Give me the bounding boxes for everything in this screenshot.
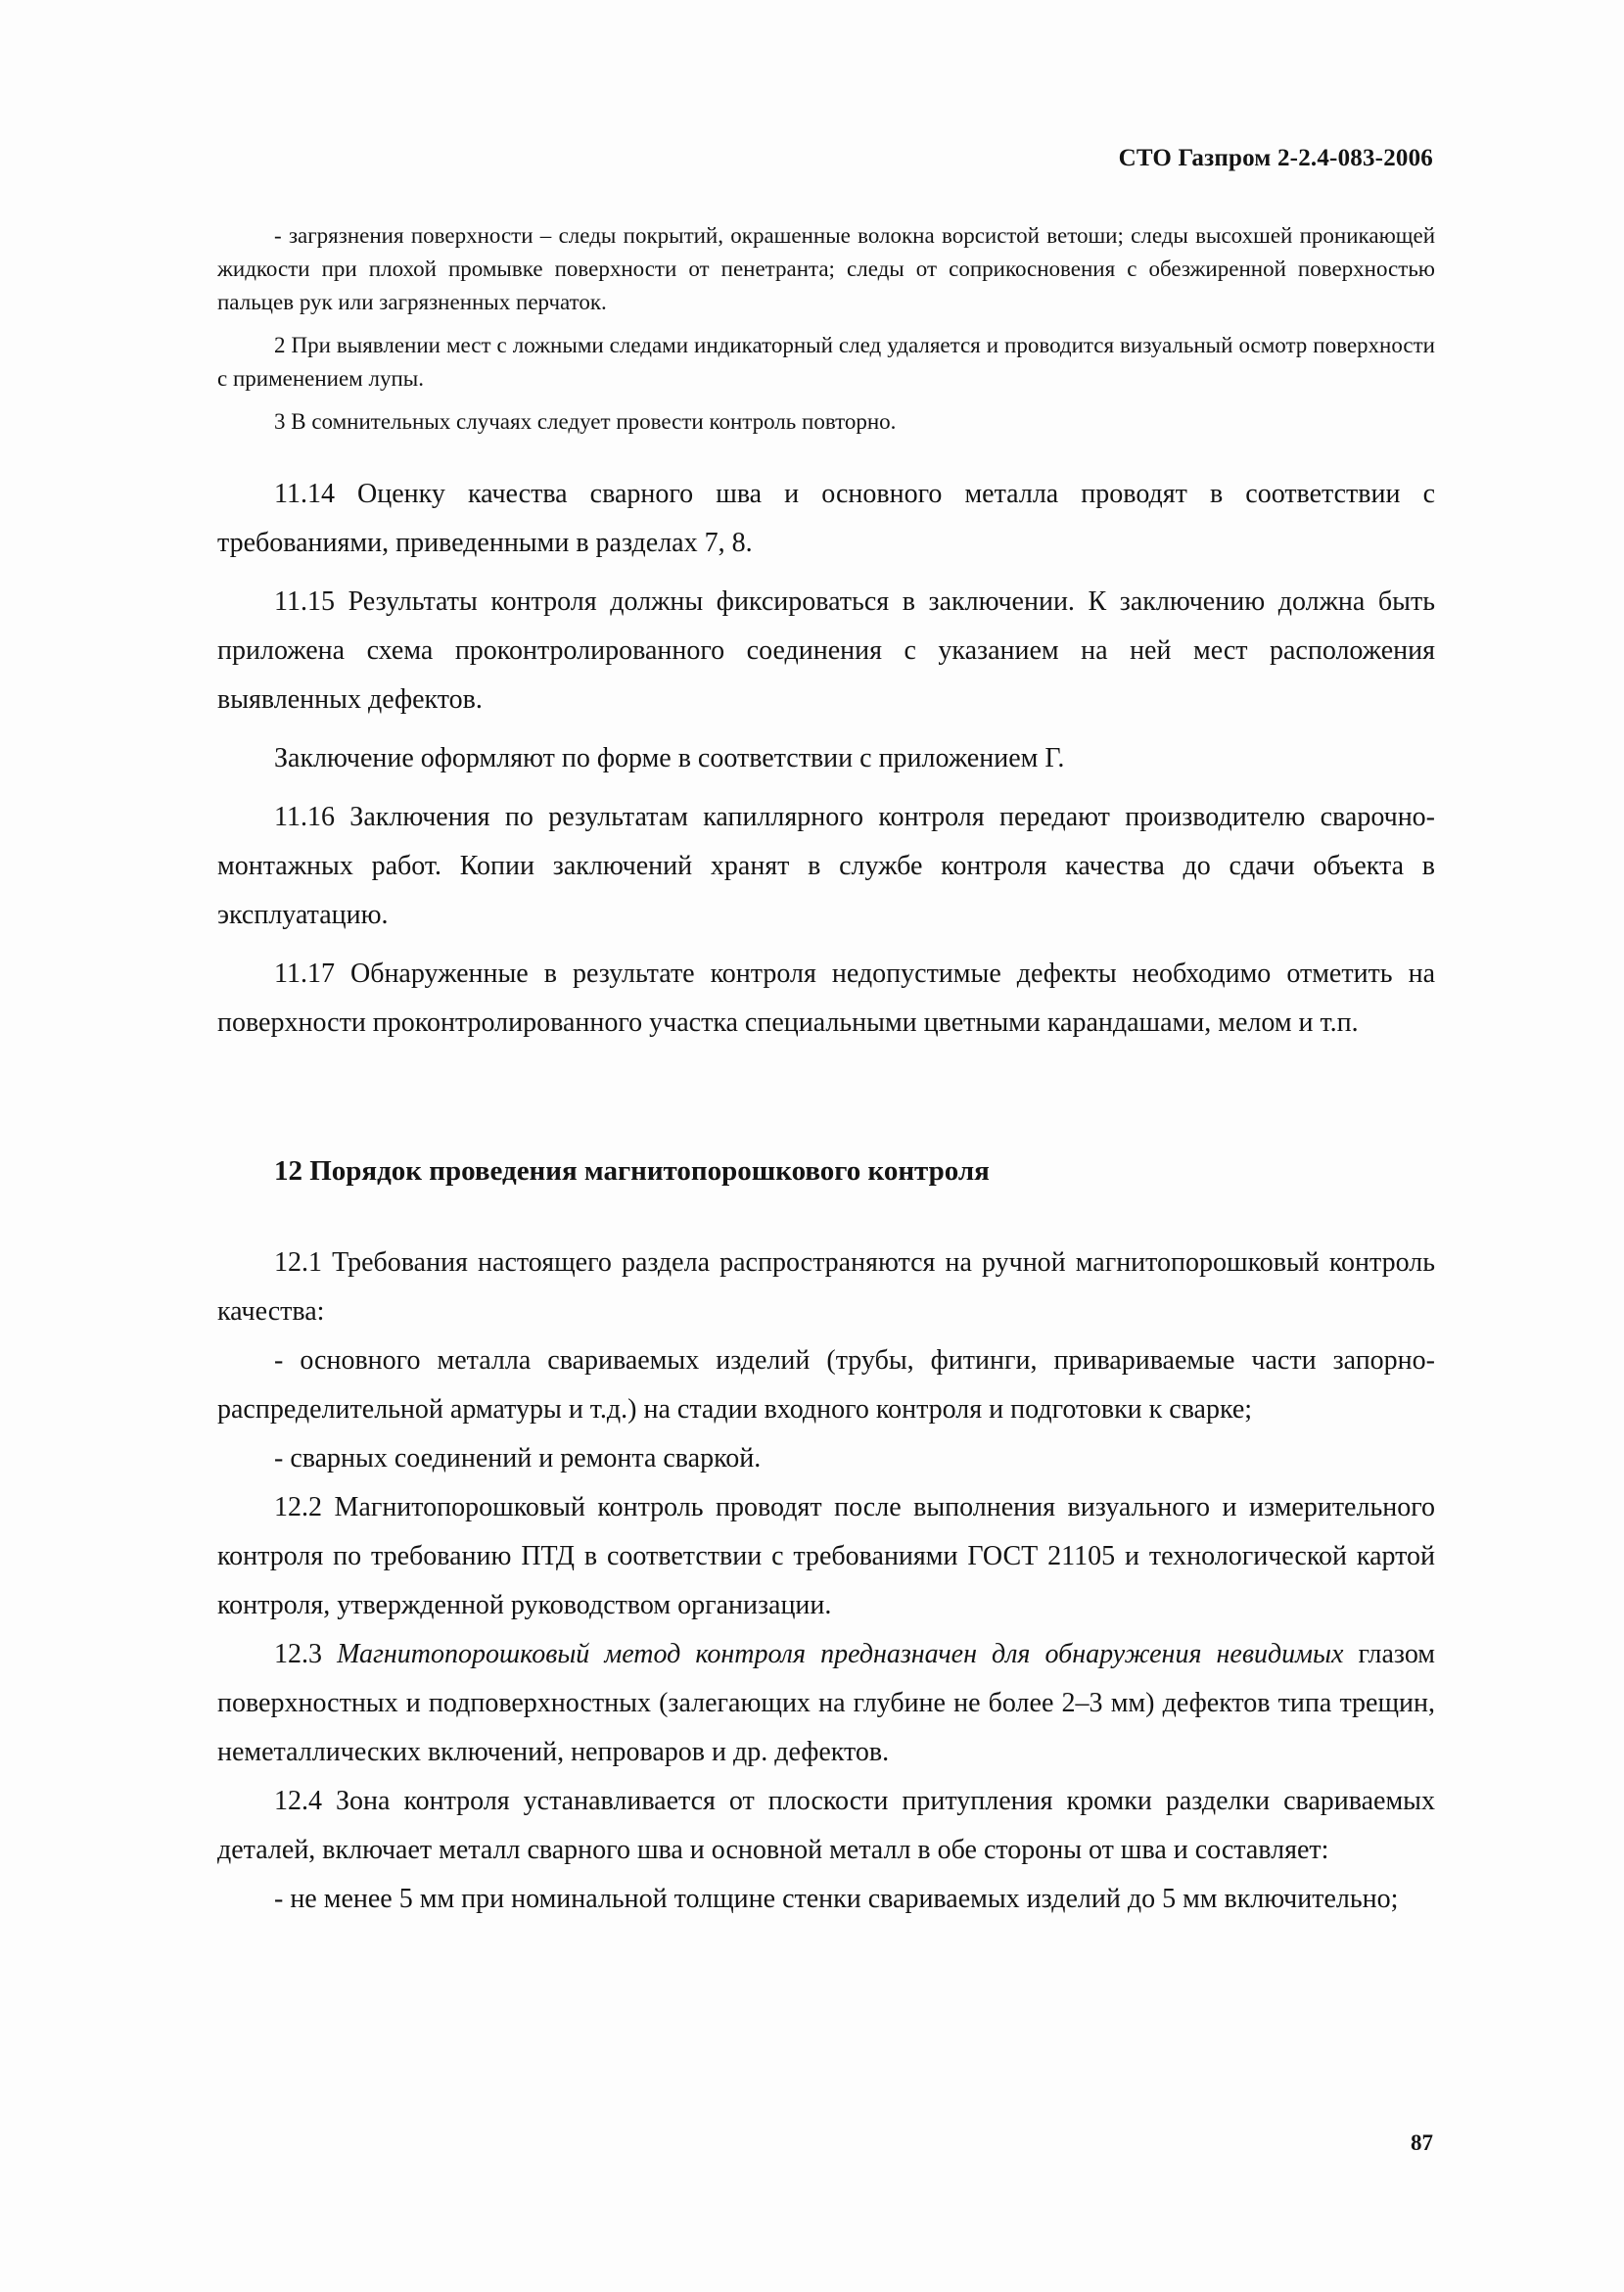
paragraph-12-3-italic: Магнитопорошковый метод контроля предназначен для обнаружения невидимых xyxy=(337,1639,1344,1669)
paragraph-11-16: 11.16 Заключения по результатам капиллярного контроля передают производителю сварочно-монтажных работ. Копии заключений хранят в службе контроля качества до сдачи объекта в эксплуатацию. xyxy=(217,802,1435,930)
paragraph-11-14: 11.14 Оценку качества сварного шва и основного металла проводят в соответствии с требованиями, приведенными в разделах 7, 8. xyxy=(217,479,1435,558)
paragraph-12-1: 12.1 Требования настоящего раздела распространяются на ручной магнитопорошковый контроль качества: xyxy=(217,1247,1435,1327)
note-item-contamination: - загрязнения поверхности – следы покрытий, окрашенные волокна ворсистой ветоши; следы высохшей проникающей жидкости при плохой промывке поверхности от пенетранта; следы от соприкосновения с обезжиренной поверхностью пальцев рук или загрязненных перчаток. xyxy=(217,223,1435,314)
note-item-2: 2 При выявлении мест с ложными следами индикаторный след удаляется и проводится визуальный осмотр поверхности с применением лупы. xyxy=(217,333,1435,391)
paragraph-12-4: 12.4 Зона контроля устанавливается от плоскости притупления кромки разделки свариваемых деталей, включает металл сварного шва и основной металл в обе стороны от шва и составляет: xyxy=(217,1786,1435,1865)
paragraph-conclusion: Заключение оформляют по форме в соответствии с приложением Г. xyxy=(274,743,1065,773)
paragraph-12-3-rest: глазом поверхностных и подповерхностных (залегающих на глубине не более 2–3 мм) дефектов типа трещин, неметаллических включений, непроваров и др. дефектов. xyxy=(217,1639,1436,1767)
page-number: 87 xyxy=(1411,2130,1433,2155)
document-header: СТО Газпром 2-2.4-083-2006 xyxy=(1118,145,1433,171)
paragraph-12-3-number: 12.3 xyxy=(274,1639,338,1669)
paragraph-11-17: 11.17 Обнаруженные в результате контроля недопустимые дефекты необходимо отметить на поверхности проконтролированного участка специальными цветными карандашами, мелом и т.п. xyxy=(217,959,1435,1038)
section-heading: 12 Порядок проведения магнитопорошкового контроля xyxy=(274,1155,990,1187)
section-11-block xyxy=(217,470,1435,1048)
paragraph-12-2: 12.2 Магнитопорошковый контроль проводят после выполнения визуального и измерительного контроля по требованию ПТД в соответствии с требованиями ГОСТ 21105 и технологической картой контроля, утвержденной руководством организации. xyxy=(217,1492,1435,1620)
notes-block xyxy=(217,219,1435,439)
paragraph-12-1-item-b: - сварных соединений и ремонта сваркой. xyxy=(274,1443,762,1473)
paragraph-12-1-item-a: - основного металла свариваемых изделий (трубы, фитинги, привариваемые части запорно-распределительной арматуры и т.д.) на стадии входного контроля и подготовки к сварке; xyxy=(217,1345,1435,1425)
section-12-block xyxy=(217,1239,1435,1924)
note-item-3: 3 В сомнительных случаях следует провести контроль повторно. xyxy=(274,409,897,434)
paragraph-12-3 xyxy=(217,1630,1435,1777)
paragraph-11-15: 11.15 Результаты контроля должны фиксироваться в заключении. К заключению должна быть приложена схема проконтролированного соединения с указанием на ней мест расположения выявленных дефектов. xyxy=(217,586,1435,715)
paragraph-12-4-item-a: - не менее 5 мм при номинальной толщине стенки свариваемых изделий до 5 мм включительно; xyxy=(274,1884,1399,1914)
